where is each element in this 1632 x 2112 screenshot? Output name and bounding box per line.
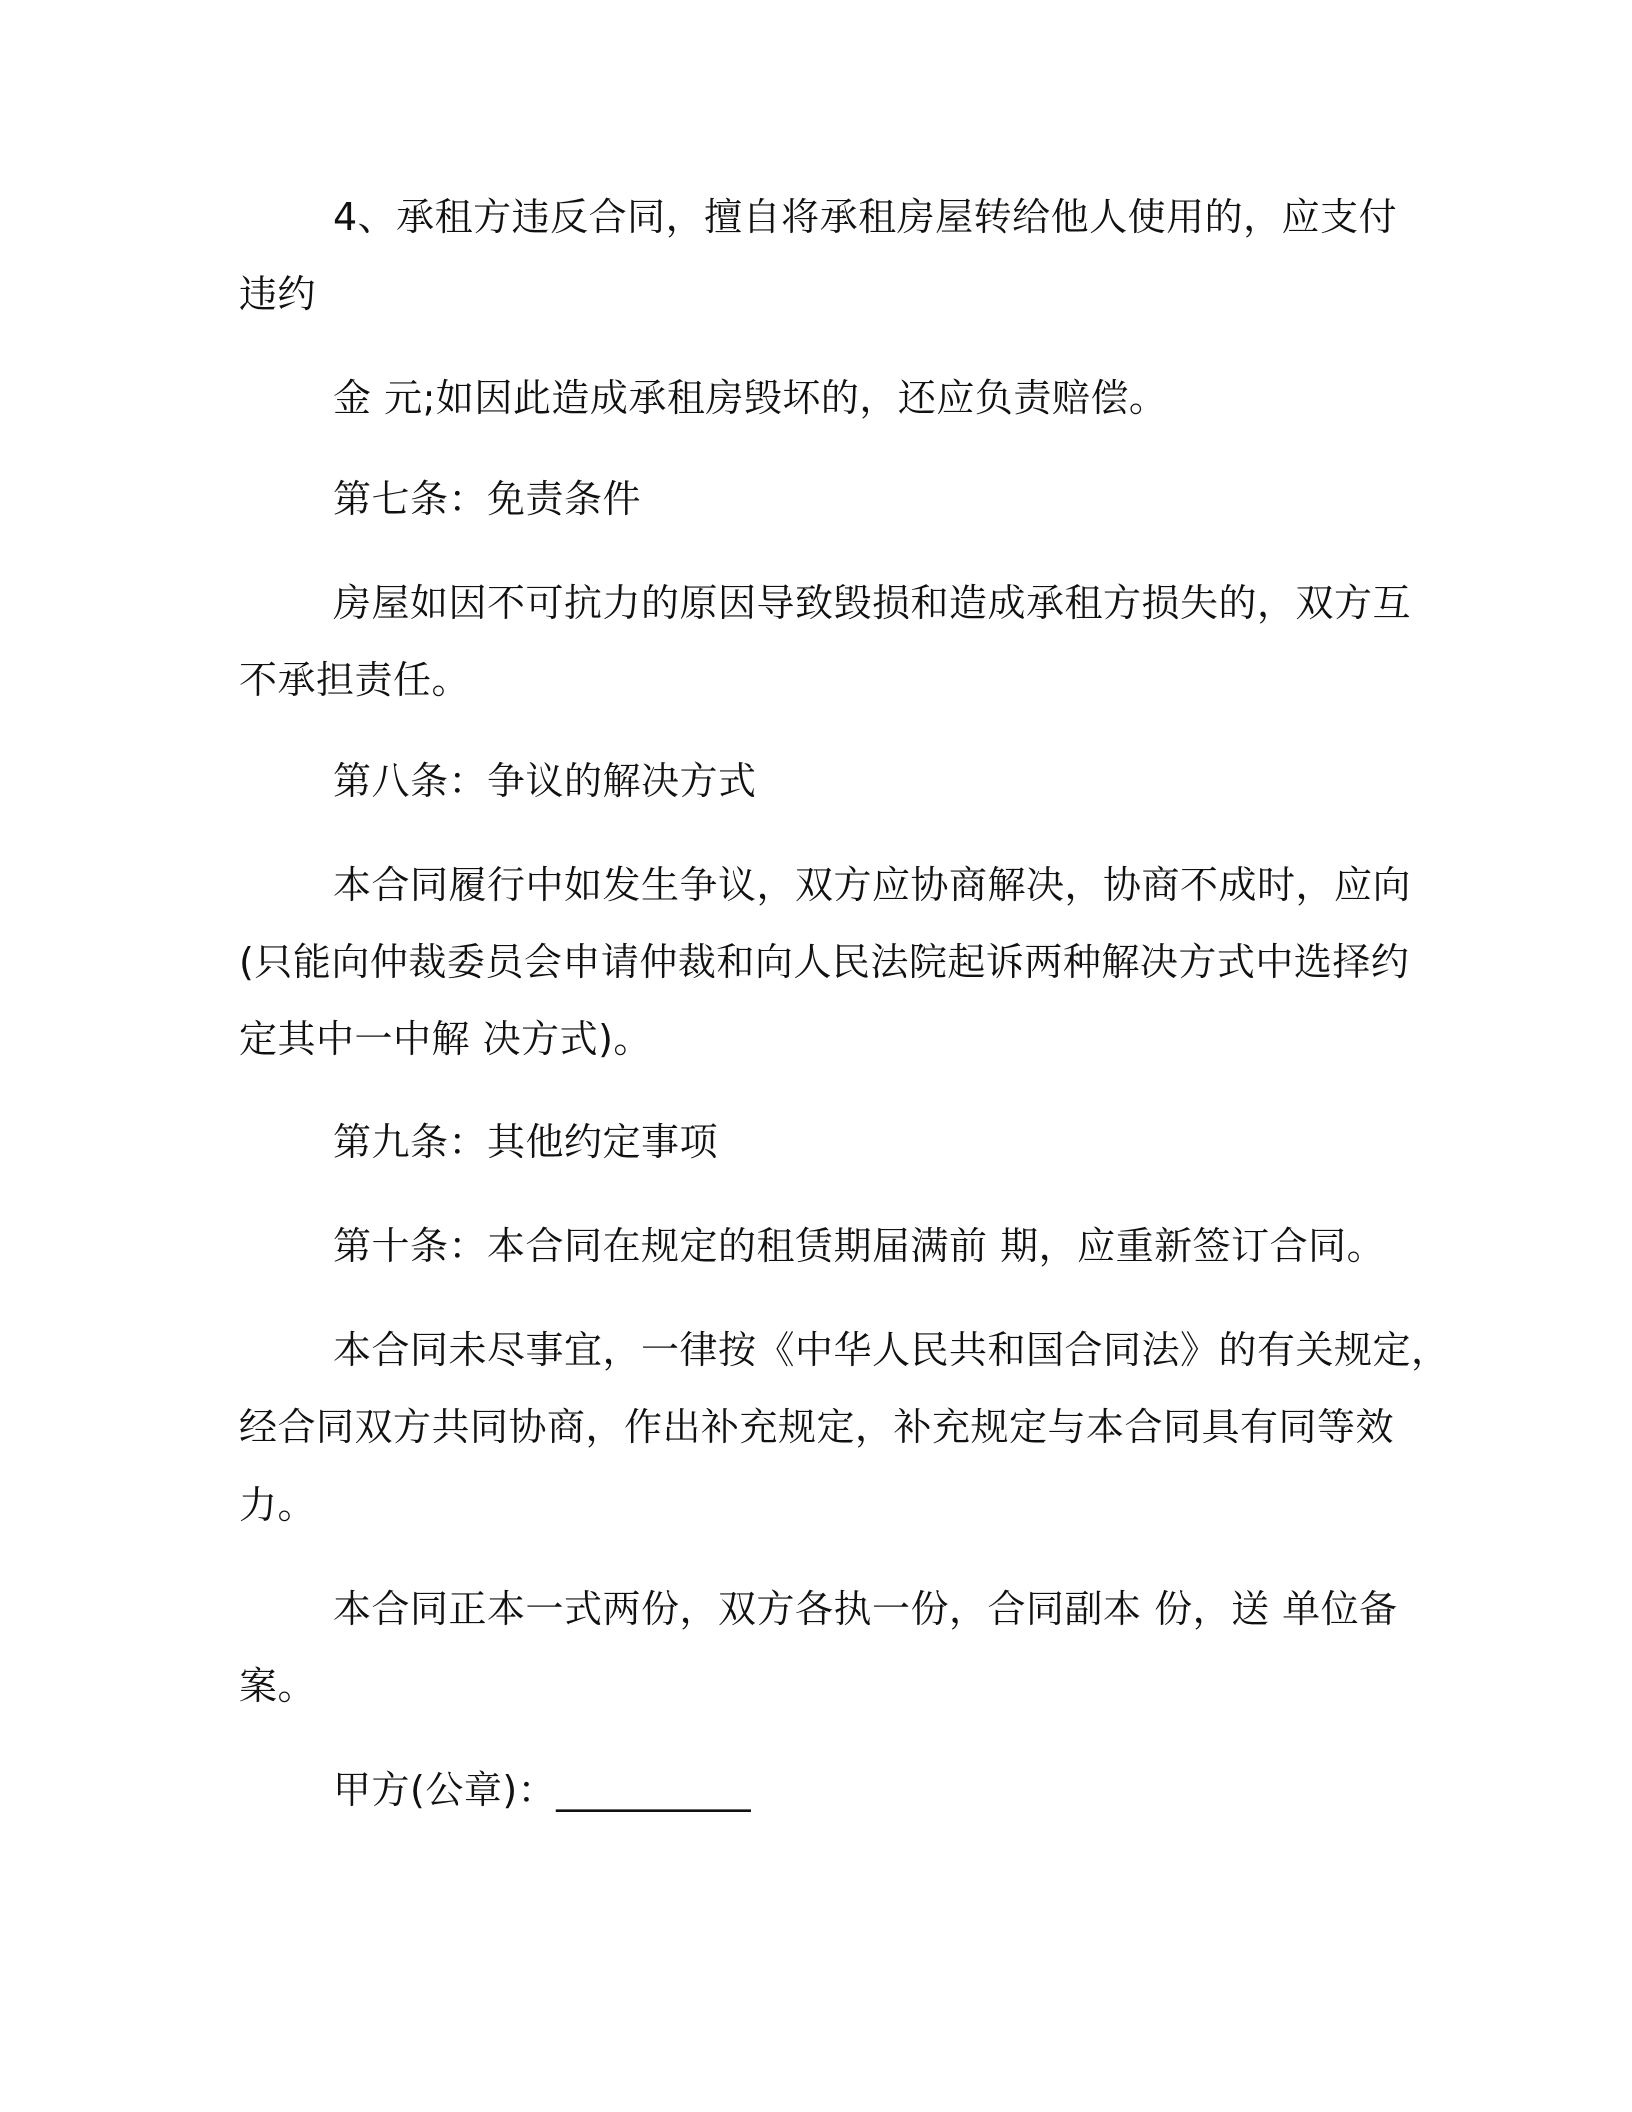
copies-line-2: 案。 (239, 1664, 317, 1708)
article-7-body-line-1: 房屋如因不可抗力的原因导致毁损和造成承租方损失的，双方互 (333, 581, 1412, 625)
supplement-line-2: 经合同双方共同协商，作出补充规定，补充规定与本合同具有同等效 (239, 1405, 1395, 1449)
paragraph-4-line-2: 违约 (239, 272, 317, 316)
article-8-body-line-1: 本合同履行中如发生争议，双方应协商解决，协商不成时，应向 (333, 863, 1412, 907)
article-8-heading: 第八条：争议的解决方式 (333, 759, 757, 803)
copies-line-1: 本合同正本一式两份，双方各执一份，合同副本 份，送 单位备 (333, 1587, 1398, 1631)
article-8-body-line-3: 定其中一中解 决方式)。 (239, 1017, 652, 1061)
article-10-heading: 第十条：本合同在规定的租赁期届满前 期，应重新签订合同。 (333, 1224, 1386, 1268)
party-a-signature: 甲方(公章)：__________ (333, 1768, 752, 1812)
article-8-body-line-2: (只能向仲裁委员会申请仲裁和向人民法院起诉两种解决方式中选择约 (239, 940, 1410, 984)
supplement-line-1: 本合同未尽事宜，一律按《中华人民共和国合同法》的有关规定， (333, 1328, 1450, 1372)
article-9-heading: 第九条：其他约定事项 (333, 1120, 719, 1164)
article-7-heading: 第七条：免责条件 (333, 477, 642, 521)
paragraph-4-line-1: 4、承租方违反合同，擅自将承租房屋转给他人使用的，应支付 (333, 195, 1398, 239)
article-7-body-line-2: 不承担责任。 (239, 658, 471, 702)
paragraph-penalty-line: 金 元;如因此造成承租房毁坏的，还应负责赔偿。 (333, 376, 1168, 420)
supplement-line-3: 力。 (239, 1483, 317, 1527)
